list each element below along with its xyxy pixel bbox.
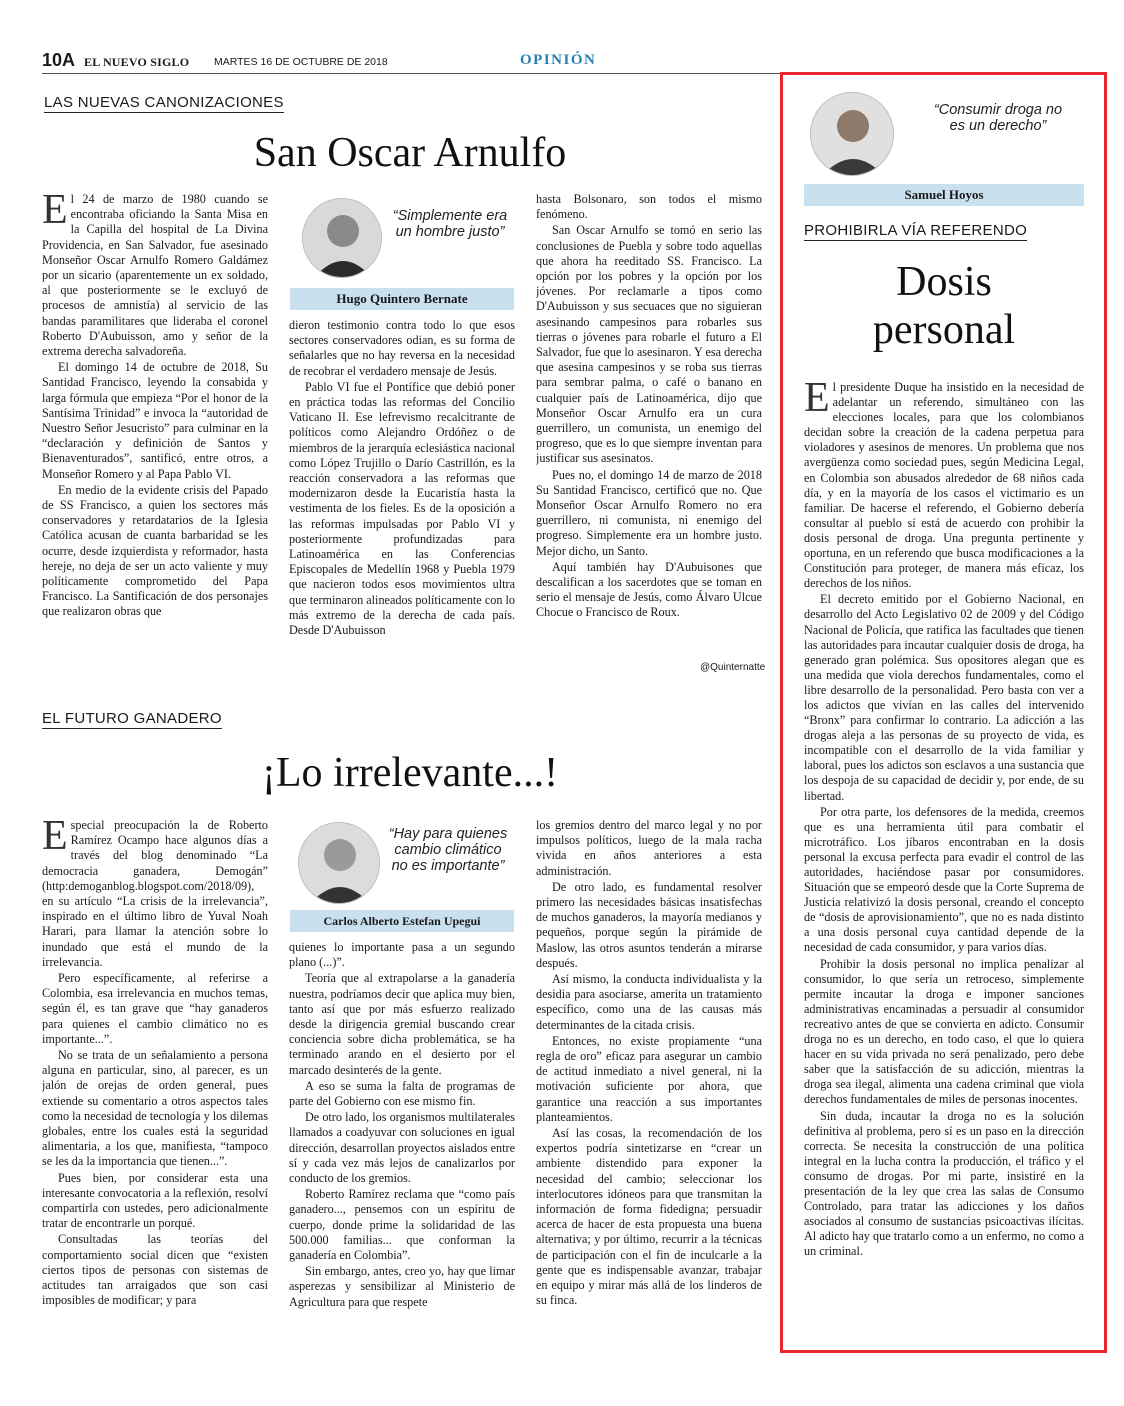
paragraph: Consultadas las teorías del comportamiento social dicen que “existen ciertos tipos de personas con sistemas de actitudes tan arraigados que son casi imposibles de modificar; y para — [42, 1232, 268, 1308]
paragraph: De otro lado, es fundamental resolver primero las necesidades básicas insatisfechas de muchos ganaderos, la mayoría medianos y pequeños, porque según la pirámide de Maslow, las otros asuntos tenderán a mirarse después. — [536, 879, 762, 970]
paragraph: hasta Bolsonaro, son todos el mismo fenómeno. — [536, 192, 762, 222]
paragraph: Pues bien, por considerar esta una interesante convocatoria a la reflexión, resolví compartirla con ustedes, pero adicionalmente tratar de encontrarle un porqué. — [42, 1170, 268, 1231]
author-byline: Hugo Quintero Bernate — [290, 288, 514, 310]
masthead — [42, 48, 1102, 74]
paragraph: special preocupación la de Roberto Ramírez Ocampo hace algunos días a través del blog denominado “La democracia ganadera, Demogán” (http:demoganblog.blogspot.com/2018/09), en su artículo “La crisis de la irrelevancia”, inspirado en el último libro de Yuval Noah Harari, para llamar la atención sobre lo inundado que está el mundo de la irrelevancia. — [42, 818, 268, 969]
paragraph: El domingo 14 de octubre de 2018, Su Santidad Francisco, leyendo la consabida y larga fórmula que empieza “Por el honor de la Santísima Trinidad” e invoca la “autoridad de Nuestro Señor Jesucristo” para culminar en la “declaración y definición de Santos y Bienaventurados”, santificó, entre otros, a Monseñor Romero y al Papa Pablo VI. — [42, 360, 268, 481]
article1-dropcap: E — [42, 192, 68, 233]
article2-kicker: EL FUTURO GANADERO — [42, 710, 222, 727]
pull-quote: “Simplemente era un hombre justo” — [392, 208, 508, 240]
article3-body — [804, 380, 1084, 1346]
paragraph: los gremios dentro del marco legal y no por impulsos políticos, luego de la mala racha vivida en años anteriores a esta administración. — [536, 818, 762, 878]
article2-column-3 — [536, 818, 762, 1348]
paragraph: De otro lado, los organismos multilaterales llamados a coadyuvar con soluciones en igual dirección, desarrollan proyectos aislados entre sí y cada vez más lejos de canalizarlos por conducto de los gremios. — [289, 1110, 515, 1186]
issue-date: MARTES 16 DE OCTUBRE DE 2018 — [214, 56, 388, 68]
article1-headline: San Oscar Arnulfo — [253, 130, 567, 176]
section-name: OPINIÓN — [520, 52, 597, 68]
article3-kicker: PROHIBIRLA VÍA REFERENDO — [804, 222, 1028, 239]
headline-line: personal — [872, 307, 1016, 353]
paragraph: Pues no, el domingo 14 de marzo de 2018 Su Santidad Francisco, certificó que no. Que Monseñor Oscar Arnulfo Romero no era guerrillero, ni comunista, ni enemigo del progreso. Simplemente era un hombre justo. Mejor dicho, un Santo. — [536, 467, 762, 558]
author-portrait — [810, 92, 894, 176]
paragraph: Teoría que al extrapolarse a la ganadería nuestra, podríamos decir que aplica muy bien, tanto así que por más esfuerzo realizado desde la dirigencia gremial buscando crear conciencia sobre dicha problemática, se ha terminado arando en el desierto por el marcado desinterés de la gente. — [289, 971, 515, 1077]
article1-column-1 — [42, 192, 268, 680]
paragraph: Roberto Ramírez reclama que “como país ganadero..., pensemos con un espíritu de cuerpo, donde prime la solidaridad de las 500.000 familias... que conforman la ganadería en Colombia”. — [289, 1187, 515, 1263]
article2-column-1 — [42, 818, 268, 1348]
author-portrait — [298, 822, 380, 904]
author-byline: Samuel Hoyos — [804, 184, 1084, 206]
paragraph: Aquí también hay D'Aubuisones que descalifican a los sacerdotes que se toman en serio el mensaje de Jesús, como Álvaro Ulcue Chocue o Francisco de Roux. — [536, 559, 762, 620]
headline-line: Dosis — [896, 259, 992, 305]
article1-kicker: LAS NUEVAS CANONIZACIONES — [44, 94, 284, 111]
paragraph: quienes lo importante pasa a un segundo plano (...)”. — [289, 940, 515, 970]
paragraph: Así las cosas, la recomendación de los expertos podría sintetizarse en “crear un ambiente distendido para exponer la necesidad del cambio; seleccionar los interlocutores idóneos para que transmitan la información de forma fidedigna; persuadir acerca de hacer de esta propuesta una buena alternativa; y por último, recurrir a la técnicas de participación con el fin de inculcarle a la gente que es indispensable avanzar, trabajar en equipo y mirar más allá de los linderos de su finca. — [536, 1126, 762, 1308]
paragraph: l presidente Duque ha insistido en la necesidad de adelantar un referendo, simultáneo con las elecciones locales, para que los colombianos decidan sobre la creación de la cadena perpetua para violadores y asesinos de menores. Un problema que nos avergüenza como sociedad pues, según Medicina Legal, en Colombia son abusados alrededor de 68 niños cada día, y en la mayoría de los casos el victimario es un familiar. De hacerse el referendo, el Gobierno debería consultar al pueblo sí está de acuerdo con prohibir la dosis personal de droga. Una pregunta pertinente y oportuna, en un referendo que busca modificaciones a la Constitución para proteger, de manera más eficaz, los derechos de los niños. — [804, 380, 1084, 591]
paragraph: Pero específicamente, al referirse a Colombia, esa irrelevancia en muchos temas, según él, es tan grave que “hay ganaderos para quienes el cambio climático no es importante...”. — [42, 971, 268, 1046]
pull-quote: “Hay para quienes cambio climático no es importante” — [388, 826, 508, 874]
paragraph: Por otra parte, los defensores de la medida, creemos que es una herramienta útil para combatir el microtráfico. Los jíbaros encontraban en la dosis personal la excusa perfecta para evadir el control de las autoridades, haciéndose pasar por consumidores. Situación que se empeoró desde que la Corte Suprema de Justicia relativizó la dosis personal, creando el concepto de “dosis de aprovisionamiento”, que no es nada distinto a una dosis personal cuya cantidad depende de la necesidad de cada consumidor, y para varios días. — [804, 804, 1084, 955]
article2-columnist-box — [290, 818, 514, 934]
article1-column-2 — [289, 318, 515, 680]
author-portrait — [302, 198, 382, 278]
paragraph: Sin embargo, antes, creo yo, hay que limar asperezas y sensibilizar al Ministerio de Agricultura para que respete — [289, 1264, 515, 1309]
paragraph: dieron testimonio contra todo lo que esos sectores conservadores odian, es su forma de señalarles que no hay reversa en la necesidad de recobrar el verdadero mensaje de Jesús. — [289, 318, 515, 378]
paragraph: En medio de la evidente crisis del Papado de SS Francisco, a quien los sectores más conservadores y retardatarios de la Iglesia Católica acusan de cuanta barbaridad se les ocurre, desde izquierdista y reformador, hasta hereje, no deja de ser un acto valiente y muy políticamente comprometido del Papa Francisco. La Santificación de dos personajes que realizaron obras que — [42, 482, 268, 619]
article1-column-3 — [536, 192, 762, 662]
page-number: 10A — [42, 50, 76, 70]
pull-quote: “Consumir droga no es un derecho” — [933, 102, 1063, 134]
paragraph: No se trata de un señalamiento a persona alguna en particular, sino, al parecer, es un jalón de orejas de orden general, pues extiende su comentario a otros aspectos tales como la necesidad de tecnología y los dilemas globales, entre los cuales está la seguridad alimentaria, a los que, manifiesta, “tampoco se les da la importancia que tienen...”. — [42, 1048, 268, 1169]
paragraph: Prohibir la dosis personal no implica penalizar al consumidor, lo que sería un retroceso, simplemente permite incautar la droga e imponer sanciones administrativas encaminadas a persuadir al consumidor recreativo antes de que se convierta en adicto. Consumir droga no es un derecho, en todo caso, el que lo quiera hacer en su vida privada no será penalizado, pero debe saber que la satisfacción de su adicción, mientras la droga sea ilegal, alimenta una cadena criminal que viola derechos fundamentales de miles de personas inocentes. — [804, 956, 1084, 1107]
paragraph: Sin duda, incautar la droga no es la solución definitiva al problema, pero sí es un paso en la dirección correcta. Se necesita la construcción de una política integral en la lucha contra la producción, el tráfico y el consumo de drogas. Por mi parte, insistiré en la presentación de la ley que crea las salas de Consumo Controlado, para tratar las adicciones y los daños asociados al consumo de sustancias psicoactivas ilícitas. Al adicto hay que tratarlo como a un enfermo, no como a un criminal. — [804, 1108, 1084, 1259]
article2-headline: ¡Lo irrelevante...! — [261, 750, 559, 796]
author-byline: Carlos Alberto Estefan Upegui — [290, 910, 514, 932]
article2-column-2 — [289, 940, 515, 1348]
paragraph: San Oscar Arnulfo se tomó en serio las conclusiones de Puebla y sobre todo aquellas que ahora ha reeditado SS. Francisco. La opción por los pobres y la opción por los jóvenes. Por reclamarle a tipos como D'Aubuisson y sus secuaces que no siguieran asesinando campesinos para robarles sus tierras o jóvenes para robarle el futuro a El Salvador, fue que lo asesinaron. Y esa derecha que asesina campesinos y se roba sus tierras para sembrar palma, o café o banano en cualquier país de Latinoamérica, dijo que Monseñor Oscar Arnulfo era un cura guerrillero, un comunista, un enemigo del progreso, que es lo que siempre inventan para justificar sus asesinatos. — [536, 223, 762, 466]
paragraph: Pablo VI fue el Pontífice que debió poner en práctica todas las reformas del Concilio Vaticano II. Ese lefrevismo recalcitrante de políticos como Alejandro Ordóñez o de miembros de la jerarquía eclesiástica nacional como López Trujillo o Darío Castrillón, es la reacción conservadora a las reformas que modernizaron desde la Eucaristía hasta la vestimenta de los fieles. Es de la oposición a las reformas impulsadas por Pablo VI y posteriormente profundizadas para Latinoamérica en las Conferencias Episcopales de Medellín 1968 y Puebla 1979 que nacieron todos esos movimientos ultra que terminaron alineados políticamente con lo más extremo de la derecha de cada país. Desde D'Aubuisson — [289, 379, 515, 638]
paragraph: l 24 de marzo de 1980 cuando se encontraba oficiando la Santa Misa en la Capilla del hospital de La Divina Providencia, en San Salvador, fue asesinado Monseñor Oscar Arnulfo Romero Galdámez por un sicario (aparentemente un ex soldado, al que posteriormente se le excluyó de procesos de amnistía) al servicio de las bandas paramilitares que lideraba el coronel Roberto D'Aubuisson, amo y señor de la extrema derecha salvadoreña. — [42, 192, 268, 359]
paragraph: Entonces, no existe propiamente “una regla de oro” eficaz para asegurar un cambio de actitud inmediato a nivel general, ni la motivación suficiente por ahora, que garantice una reacción a sus importantes planteamientos. — [536, 1033, 762, 1124]
paragraph: Así mismo, la conducta individualista y la desidia para asociarse, amerita un tratamiento específico, como una de las causas más determinantes de la citada crisis. — [536, 972, 762, 1032]
article1-columnist-box — [290, 194, 514, 312]
paragraph: El decreto emitido por el Gobierno Nacional, en desarrollo del Acto Legislativo 02 de 2009 y del Código Nacional de Policía, que ratifica las facultades que tienen las autoridades para incautar cualquier dosis de droga, ha generado gran polémica. Sus opositores alegan que es una medida que viola derechos fundamentales, como el libre desarrollo de la personalidad. Pero basta con ver a los adictos que vivían en las calles del intervenido “Bronx” para confirmar lo contrario. La adicción a las drogas aleja a las personas de su proyecto de vida, es incompatible con el desarrollo de la vida familiar y laboral, pues los adictos son esclavos a una sustancia que los despoja de su capacidad de decidir y, por ende, de su libertad. — [804, 592, 1084, 803]
portrait-placeholder-icon — [303, 199, 382, 278]
portrait-placeholder-icon — [811, 93, 894, 176]
article3-columnist-box — [804, 88, 1084, 206]
newspaper-name: EL NUEVO SIGLO — [84, 55, 190, 69]
author-signature: @Quinternatte — [700, 662, 766, 673]
portrait-placeholder-icon — [299, 823, 380, 904]
article2-dropcap: E — [42, 818, 68, 859]
paragraph: A eso se suma la falta de programas de parte del Gobierno con ese mismo fin. — [289, 1078, 515, 1109]
article3-dropcap: E — [804, 380, 830, 421]
article3-headline — [804, 258, 1084, 354]
